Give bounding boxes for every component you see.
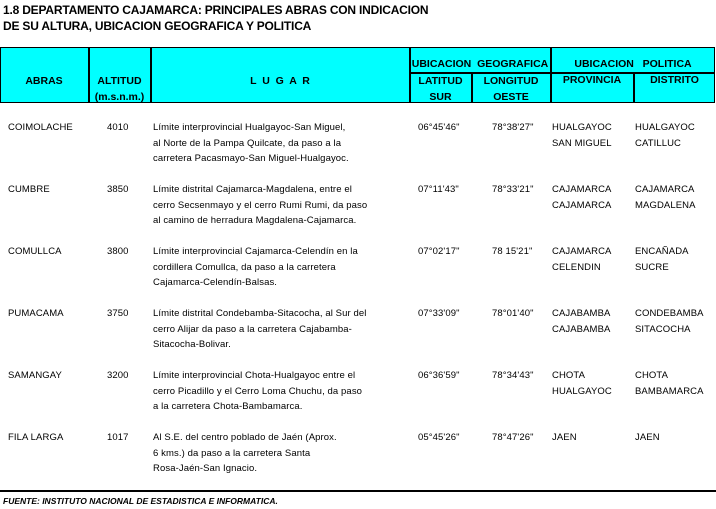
- cell-latitud: 06°45'46": [418, 122, 460, 133]
- distrito-line: CAJAMARCA: [635, 184, 695, 195]
- header-altitud: ALTITUD: [97, 75, 142, 87]
- cell-lugar: [153, 430, 337, 477]
- cell-altitud: 3800: [107, 246, 129, 257]
- lugar-line: Límite interprovincial Cajamarca-Celendín en la: [153, 246, 358, 257]
- provincia-line: CAJAMARCA: [552, 246, 612, 257]
- cell-abra: COIMOLACHE: [8, 122, 73, 133]
- provincia-line: CHOTA: [552, 370, 586, 381]
- distrito-line: MAGDALENA: [635, 199, 696, 211]
- provincia-line: SAN MIGUEL: [552, 137, 612, 149]
- header-altitud-unit: (m.s.n.m.): [94, 91, 145, 103]
- title-line-1: 1.8 DEPARTAMENTO CAJAMARCA: PRINCIPALES ABRAS CON INDICACION: [3, 3, 429, 17]
- provincia-line: CAJABAMBA: [552, 308, 611, 319]
- provincia-line: CAJABAMBA: [552, 323, 611, 335]
- cell-provincia: [552, 120, 612, 151]
- lugar-line: cerro Alijar da paso a la carretera Cajabamba-: [153, 323, 352, 335]
- cell-distrito: [635, 120, 695, 151]
- header-lugar: L U G A R: [250, 75, 310, 87]
- table-title: [3, 2, 428, 34]
- cell-longitud: 78°01'40": [492, 308, 534, 319]
- distrito-line: CONDEBAMBA: [635, 308, 704, 319]
- lugar-line: Cajamarca-Celendín-Balsas.: [153, 277, 278, 288]
- lugar-line: Límite interprovincial Chota-Hualgayoc entre el: [153, 370, 356, 381]
- bottom-rule: [0, 490, 716, 492]
- cell-lugar: [153, 120, 349, 167]
- lugar-line: Sitacocha-Bolivar.: [153, 339, 231, 350]
- lugar-line: cerro Secsenmayo y el cerro Rumi Rumi, da paso: [153, 199, 368, 211]
- cell-provincia: [552, 182, 612, 213]
- cell-distrito: [635, 368, 704, 399]
- header-distrito: DISTRITO: [650, 74, 699, 86]
- cell-longitud: 78°47'26": [492, 432, 534, 443]
- lugar-line: cordillera Comullca, da paso a la carretera: [153, 261, 336, 273]
- cell-lugar: [153, 368, 362, 415]
- provincia-line: HUALGAYOC: [552, 385, 612, 397]
- distrito-line: BAMBAMARCA: [635, 385, 704, 397]
- distrito-line: JAEN: [635, 432, 660, 443]
- header-longitud-oeste: OESTE: [493, 91, 529, 103]
- provincia-line: CAJAMARCA: [552, 184, 612, 195]
- cell-altitud: 3850: [107, 184, 129, 195]
- cell-latitud: 05°45'26": [418, 432, 460, 443]
- cell-abra: SAMANGAY: [8, 370, 62, 381]
- header-longitud: LONGITUD: [483, 75, 539, 87]
- distrito-line: SUCRE: [635, 261, 669, 273]
- cell-longitud: 78°38'27": [492, 122, 534, 133]
- cell-provincia: [552, 244, 612, 275]
- header-latitud: LATITUD: [418, 75, 463, 87]
- cell-longitud: 78 15'21": [492, 246, 533, 257]
- lugar-line: Rosa-Jaén-San Ignacio.: [153, 463, 258, 474]
- cell-lugar: [153, 306, 366, 353]
- cell-latitud: 07°02'17": [418, 246, 460, 257]
- cell-distrito: [635, 430, 660, 446]
- provincia-line: HUALGAYOC: [552, 122, 612, 133]
- lugar-line: carretera Pacasmayo-San Miguel-Hualgayoc.: [153, 153, 349, 164]
- source-note: FUENTE: INSTITUTO NACIONAL DE ESTADISTICA E INFORMATICA.: [3, 496, 278, 506]
- distrito-line: HUALGAYOC: [635, 122, 695, 133]
- cell-altitud: 4010: [107, 122, 129, 133]
- header-ubicacion-politica: UBICACION POLITICA: [574, 58, 692, 70]
- header-abras: ABRAS: [25, 75, 63, 87]
- distrito-line: CHOTA: [635, 370, 669, 381]
- lugar-line: al camino de herradura Magdalena-Cajamarca.: [153, 215, 357, 226]
- cell-latitud: 07°33'09": [418, 308, 460, 319]
- lugar-line: a la carretera Chota-Bambamarca.: [153, 401, 303, 412]
- cell-latitud: 06°36'59": [418, 370, 460, 381]
- cell-distrito: [635, 306, 704, 337]
- cell-altitud: 3200: [107, 370, 129, 381]
- lugar-line: cerro Picadillo y el Cerro Loma Chuchu, da paso: [153, 385, 363, 397]
- title-line-2: DE SU ALTURA, UBICACION GEOGRAFICA Y POLITICA: [3, 19, 312, 33]
- header-ubicacion-geografica: UBICACION GEOGRAFICA: [411, 58, 549, 70]
- cell-distrito: [635, 182, 696, 213]
- cell-distrito: [635, 244, 689, 275]
- header-provincia: PROVINCIA: [562, 74, 622, 86]
- cell-provincia: [552, 306, 610, 337]
- lugar-line: Límite distrital Cajamarca-Magdalena, entre el: [153, 184, 352, 195]
- cell-provincia: [552, 368, 612, 399]
- cell-altitud: 1017: [107, 432, 129, 443]
- lugar-line: Al S.E. del centro poblado de Jaén (Aprox.: [153, 432, 337, 443]
- distrito-line: SITACOCHA: [635, 323, 691, 335]
- distrito-line: CATILLUC: [635, 137, 682, 149]
- cell-abra: COMULLCA: [8, 246, 62, 257]
- lugar-line: Límite distrital Condebamba-Sitacocha, al Sur del: [153, 308, 367, 319]
- provincia-line: CELENDIN: [552, 261, 601, 273]
- cell-longitud: 78°34'43": [492, 370, 534, 381]
- provincia-line: CAJAMARCA: [552, 199, 612, 211]
- distrito-line: ENCAÑADA: [635, 246, 689, 257]
- provincia-line: JAEN: [552, 432, 577, 443]
- lugar-line: Límite interprovincial Hualgayoc-San Miguel,: [153, 122, 346, 133]
- cell-abra: FILA LARGA: [8, 432, 64, 443]
- cell-altitud: 3750: [107, 308, 129, 319]
- cell-abra: CUMBRE: [8, 184, 50, 195]
- lugar-line: al Norte de la Pampa Quilcate, da paso a la: [153, 137, 342, 149]
- cell-lugar: [153, 244, 358, 291]
- cell-lugar: [153, 182, 367, 229]
- header-latitud-sur: SUR: [429, 91, 452, 103]
- cell-longitud: 78°33'21": [492, 184, 534, 195]
- lugar-line: 6 kms.) da paso a la carretera Santa: [153, 447, 311, 459]
- cell-latitud: 07°11'43": [418, 184, 459, 195]
- cell-abra: PUMACAMA: [8, 308, 64, 319]
- cell-provincia: [552, 430, 577, 446]
